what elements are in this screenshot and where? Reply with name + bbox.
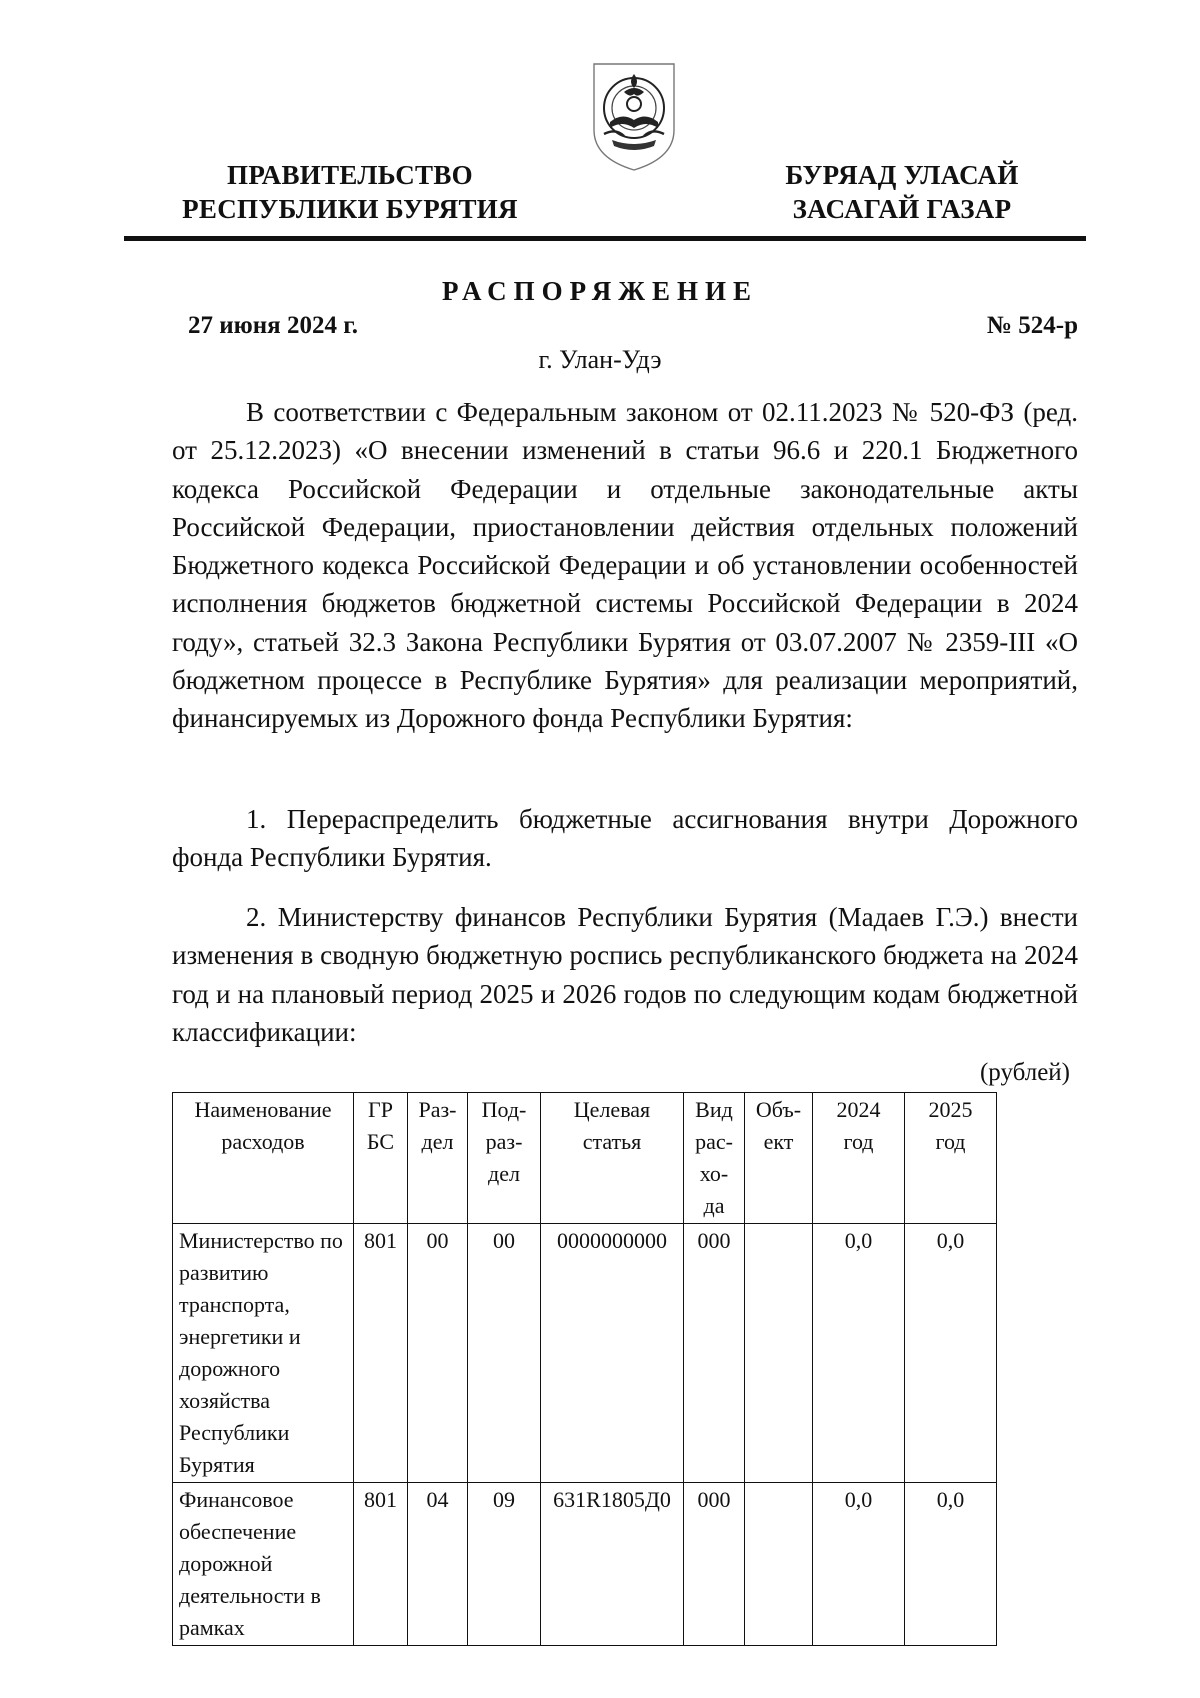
row-2024: 0,0 bbox=[813, 1483, 905, 1646]
header-object: Объ-ект bbox=[745, 1093, 813, 1224]
row-name: Министерство по развитию транспорта, энергетики и дорожного хозяйства Республики Бурятия bbox=[173, 1224, 354, 1483]
document-date: 27 июня 2024 г. bbox=[188, 312, 358, 339]
header-right-line-1: БУРЯАД УЛАСАЙ bbox=[785, 160, 1019, 190]
row-podrazdel: 00 bbox=[468, 1224, 541, 1483]
row-2024: 0,0 bbox=[813, 1224, 905, 1483]
row-article: 631R1805Д0 bbox=[541, 1483, 684, 1646]
government-name-buryat bbox=[752, 158, 1052, 226]
table-units: (рублей) bbox=[979, 1059, 1070, 1086]
row-2025: 0,0 bbox=[905, 1483, 997, 1646]
header-2024: 2024 год bbox=[813, 1093, 905, 1224]
header-left-line-1: ПРАВИТЕЛЬСТВО bbox=[227, 160, 473, 190]
header-name: Наименование расходов bbox=[173, 1093, 354, 1224]
header-right-line-2: ЗАСАГАЙ ГАЗАР bbox=[792, 194, 1012, 224]
table-header-row bbox=[173, 1093, 997, 1224]
item-1-paragraph: 1. Перераспределить бюджетные ассигнования внутри Дорожного фонда Республики Бурятия. bbox=[172, 804, 1078, 873]
row-vid: 000 bbox=[684, 1483, 745, 1646]
row-grbs: 801 bbox=[354, 1224, 408, 1483]
row-vid: 000 bbox=[684, 1224, 745, 1483]
row-grbs: 801 bbox=[354, 1483, 408, 1646]
header-2025: 2025 год bbox=[905, 1093, 997, 1224]
document-title: РАСПОРЯЖЕНИЕ bbox=[441, 276, 759, 306]
government-name-russian bbox=[170, 158, 530, 226]
budget-table bbox=[172, 1092, 997, 1646]
row-article: 0000000000 bbox=[541, 1224, 684, 1483]
header-divider bbox=[124, 236, 1086, 241]
header-grbs: ГР БС bbox=[354, 1093, 408, 1224]
row-name: Финансовое обеспечение дорожной деятельности в рамках bbox=[173, 1483, 354, 1646]
row-razdel: 04 bbox=[408, 1483, 468, 1646]
header-left-line-2: РЕСПУБЛИКИ БУРЯТИЯ bbox=[182, 194, 518, 224]
intro-paragraph: В соответствии с Федеральным законом от 02.11.2023 № 520-ФЗ (ред. от 25.12.2023) «О внесении изменений в статьи 96.6 и 220.1 Бюджетного кодекса Российской Федерации и отдельные законодательные акты Российской Федерации, приостановлении действия отдельных положений Бюджетного кодекса Российской Федерации и об установлении особенностей исполнения бюджетов бюджетной системы Российской Федерации в 2024 году», статьей 32.3 Закона Республики Бурятия от 03.07.2007 № 2359-III «О бюджетном процессе в Республике Бурятия» для реализации мероприятий, финансируемых из Дорожного фонда Республики Бурятия: bbox=[172, 397, 1078, 734]
table-row bbox=[173, 1224, 997, 1483]
document-number: № 524-р bbox=[986, 312, 1078, 339]
header-article: Целевая статья bbox=[541, 1093, 684, 1224]
item-2-paragraph: 2. Министерству финансов Республики Бурятия (Мадаев Г.Э.) внести изменения в сводную бюджетную роспись республиканского бюджета на 2024 год и на плановый период 2025 и 2026 годов по следующим кодам бюджетной классификации: bbox=[172, 902, 1078, 1047]
row-object bbox=[745, 1224, 813, 1483]
coat-of-arms-icon bbox=[588, 58, 680, 174]
header-vid: Вид рас-хо-да bbox=[684, 1093, 745, 1224]
table-row bbox=[173, 1483, 997, 1646]
header-podrazdel: Под-раз-дел bbox=[468, 1093, 541, 1224]
row-object bbox=[745, 1483, 813, 1646]
document-city: г. Улан-Удэ bbox=[538, 345, 662, 374]
row-podrazdel: 09 bbox=[468, 1483, 541, 1646]
header-razdel: Раз-дел bbox=[408, 1093, 468, 1224]
row-razdel: 00 bbox=[408, 1224, 468, 1483]
row-2025: 0,0 bbox=[905, 1224, 997, 1483]
